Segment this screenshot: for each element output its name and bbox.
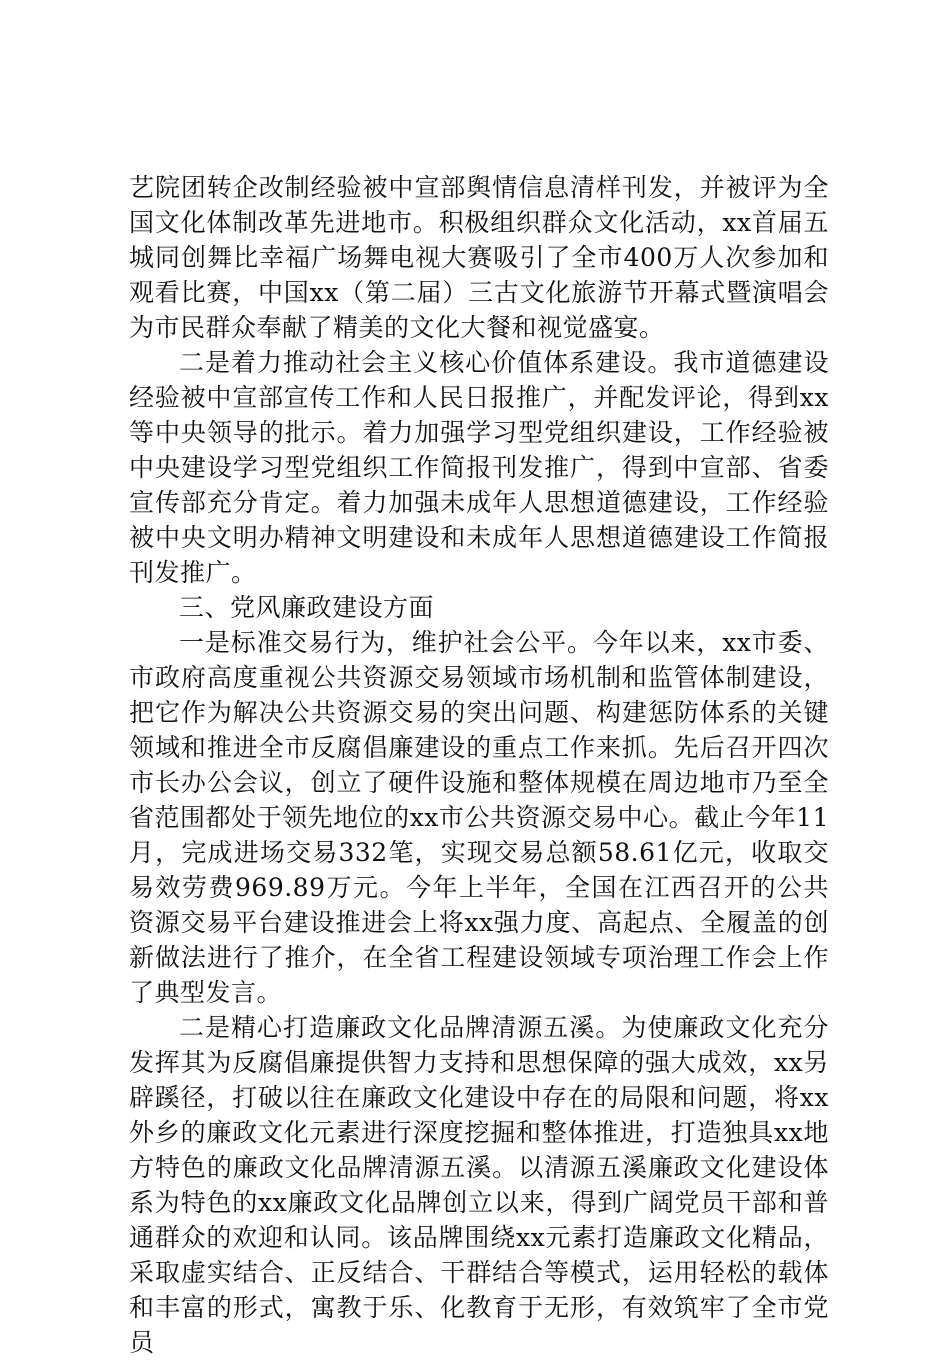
- paragraph-culture-reform: 艺院团转企改制经验被中宣部舆情信息清样刊发，并被评为全国文化体制改革先进地市。积极组织群众文化活动，xx首届五城同创舞比幸福广场舞电视大赛吸引了全市400万人次参加和观看比赛，中国xx（第二届）三古文化旅游节开幕式暨演唱会为市民群众奉献了精美的文化大餐和视觉盛宴。: [129, 173, 829, 342]
- paragraph-public-trading: 一是标准交易行为，维护社会公平。今年以来，xx市委、市政府高度重视公共资源交易领域市场机制和监管体制建设，把它作为解决公共资源交易的突出问题、构建惩防体系的关键领域和推进全市反腐倡廉建设的重点工作来抓。先后召开四次市长办公会议，创立了硬件设施和整体规模在周边地市乃至全省范围都处于领先地位的xx市公共资源交易中心。截止今年11月，完成进场交易332笔，实现交易总额58.61亿元，收取交易效劳费969.89万元。今年上半年，全国在江西召开的公共资源交易平台建设推进会上将xx强力度、高起点、全履盖的创新做法进行了推介，在全省工程建设领域专项治理工作会上作了典型发言。: [129, 628, 829, 1007]
- paragraph-core-values: 二是着力推动社会主义核心价值体系建设。我市道德建设经验被中宣部宣传工作和人民日报推广，并配发评论，得到xx等中央领导的批示。着力加强学习型党组织建设，工作经验被中央建设学习型党组织工作简报刊发推广，得到中宣部、省委宣传部充分肯定。着力加强未成年人思想道德建设，工作经验被中央文明办精神文明建设和未成年人思想道德建设工作简报刊发推广。: [129, 348, 829, 587]
- section-heading-integrity: 三、党风廉政建设方面: [179, 593, 435, 622]
- paragraph-integrity-culture-brand: 二是精心打造廉政文化品牌清源五溪。为使廉政文化充分发挥其为反腐倡廉提供智力支持和思想保障的强大成效，xx另辟蹊径，打破以往在廉政文化建设中存在的局限和问题，将xx外乡的廉政文化元素进行深度挖掘和整体推进，打造独具xx地方特色的廉政文化品牌清源五溪。以清源五溪廉政文化建设体系为特色的xx廉政文化品牌创立以来，得到广阔党员干部和普通群众的欢迎和认同。该品牌围绕xx元素打造廉政文化精品，采取虚实结合、正反结合、干群结合等模式，运用轻松的载体和丰富的形式，寓教于乐、化教育于无形，有效筑牢了全市党员: [129, 1013, 829, 1357]
- document-body: [129, 170, 829, 1360]
